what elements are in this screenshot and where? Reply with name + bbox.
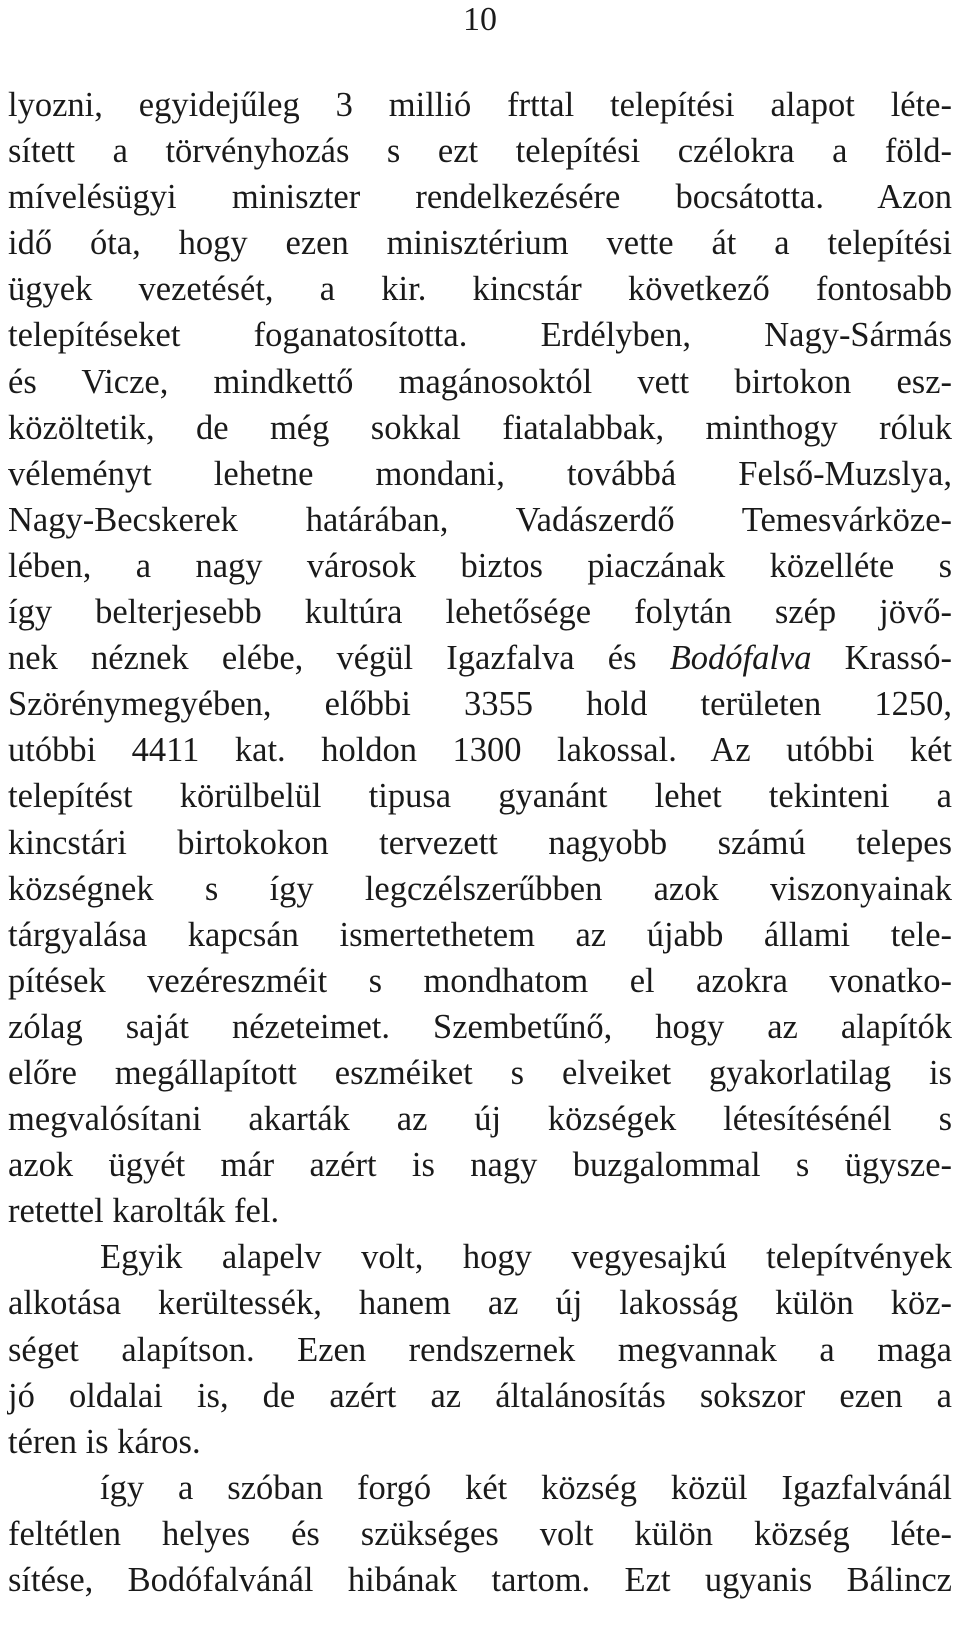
text-line: alkotása kerültessék, hanem az új lakosság külön köz- [8, 1284, 952, 1323]
text-line: így belterjesebb kultúra lehetősége folytán szép jövő- [8, 593, 952, 632]
page-number: 10 [463, 1, 497, 38]
text-line: véleményt lehetne mondani, továbbá Felső-Muzslya, [8, 454, 952, 493]
text-line: jó oldalai is, de azért az általánosítás sokszor ezen a [8, 1376, 952, 1415]
text-line: zólag saját nézeteimet. Szembetűnő, hogy az alapítók [8, 1007, 952, 1046]
text-segment: Krassó- [811, 639, 952, 678]
paragraph-start-line: így a szóban forgó két község közül Igazfalvánál [100, 1468, 952, 1507]
text-line-with-italic [8, 635, 952, 681]
text-line: lében, a nagy városok biztos piaczának közelléte s [8, 546, 952, 585]
text-line: ügyek vezetését, a kir. kincstár következő fontosabb [8, 270, 952, 309]
text-line: és Vicze, mindkettő magánosoktól vett birtokon esz- [8, 362, 952, 401]
body-text [8, 82, 952, 1603]
paragraph-end-line: retettel karolták fel. [8, 1192, 280, 1231]
text-line: előre megállapított eszméiket s elveiket gyakorlatilag is [8, 1053, 952, 1092]
text-line: telepítést körülbelül tipusa gyanánt lehet tekinteni a [8, 777, 952, 816]
text-line: telepítéseket foganatosította. Erdélyben, Nagy-Sármás [8, 316, 952, 355]
text-line: sítése, Bodófalvánál hibának tartom. Ezt ugyanis Bálincz [8, 1561, 952, 1599]
text-line: feltétlen helyes és szükséges volt külön község léte- [8, 1514, 952, 1553]
text-line: tárgyalása kapcsán ismertethetem az újabb állami tele- [8, 915, 952, 954]
text-segment: nek néznek elébe, végül Igazfalva és [8, 639, 670, 678]
text-line: idő óta, hogy ezen minisztérium vette át a telepítési [8, 224, 952, 263]
text-line: kincstári birtokokon tervezett nagyobb számú telepes [8, 823, 952, 862]
text-line: Szörénymegyében, előbbi 3355 hold területen 1250, [8, 685, 952, 724]
paragraph-start-line: Egyik alapelv volt, hogy vegyesajkú telepítvények [100, 1238, 952, 1277]
text-line: utóbbi 4411 kat. holdon 1300 lakossal. Az utóbbi két [8, 731, 952, 770]
italic-place-name: Bodófalva [669, 639, 812, 678]
text-line: mívelésügyi miniszter rendelkezésére bocsátotta. Azon [8, 178, 952, 217]
text-line: pítések vezéreszméit s mondhatom el azokra vonatko- [8, 961, 952, 1000]
text-line: sített a törvényhozás s ezt telepítési czélokra a föld- [8, 132, 952, 171]
text-line: séget alapítson. Ezen rendszernek megvannak a maga [8, 1330, 952, 1369]
text-line: községnek s így legczélszerűbben azok viszonyainak [8, 869, 952, 908]
text-line: közöltetik, de még sokkal fiatalabbak, minthogy róluk [8, 408, 952, 447]
text-line: lyozni, egyidejűleg 3 millió frttal telepítési alapot léte- [8, 86, 952, 124]
text-line: megvalósítani akarták az új községek létesítésénél s [8, 1100, 952, 1139]
text-line: Nagy-Becskerek határában, Vadászerdő Temesvárköze- [8, 500, 952, 539]
paragraph-end-line: téren is káros. [8, 1422, 201, 1461]
text-line: azok ügyét már azért is nagy buzgalommal s ügysze- [8, 1146, 952, 1185]
